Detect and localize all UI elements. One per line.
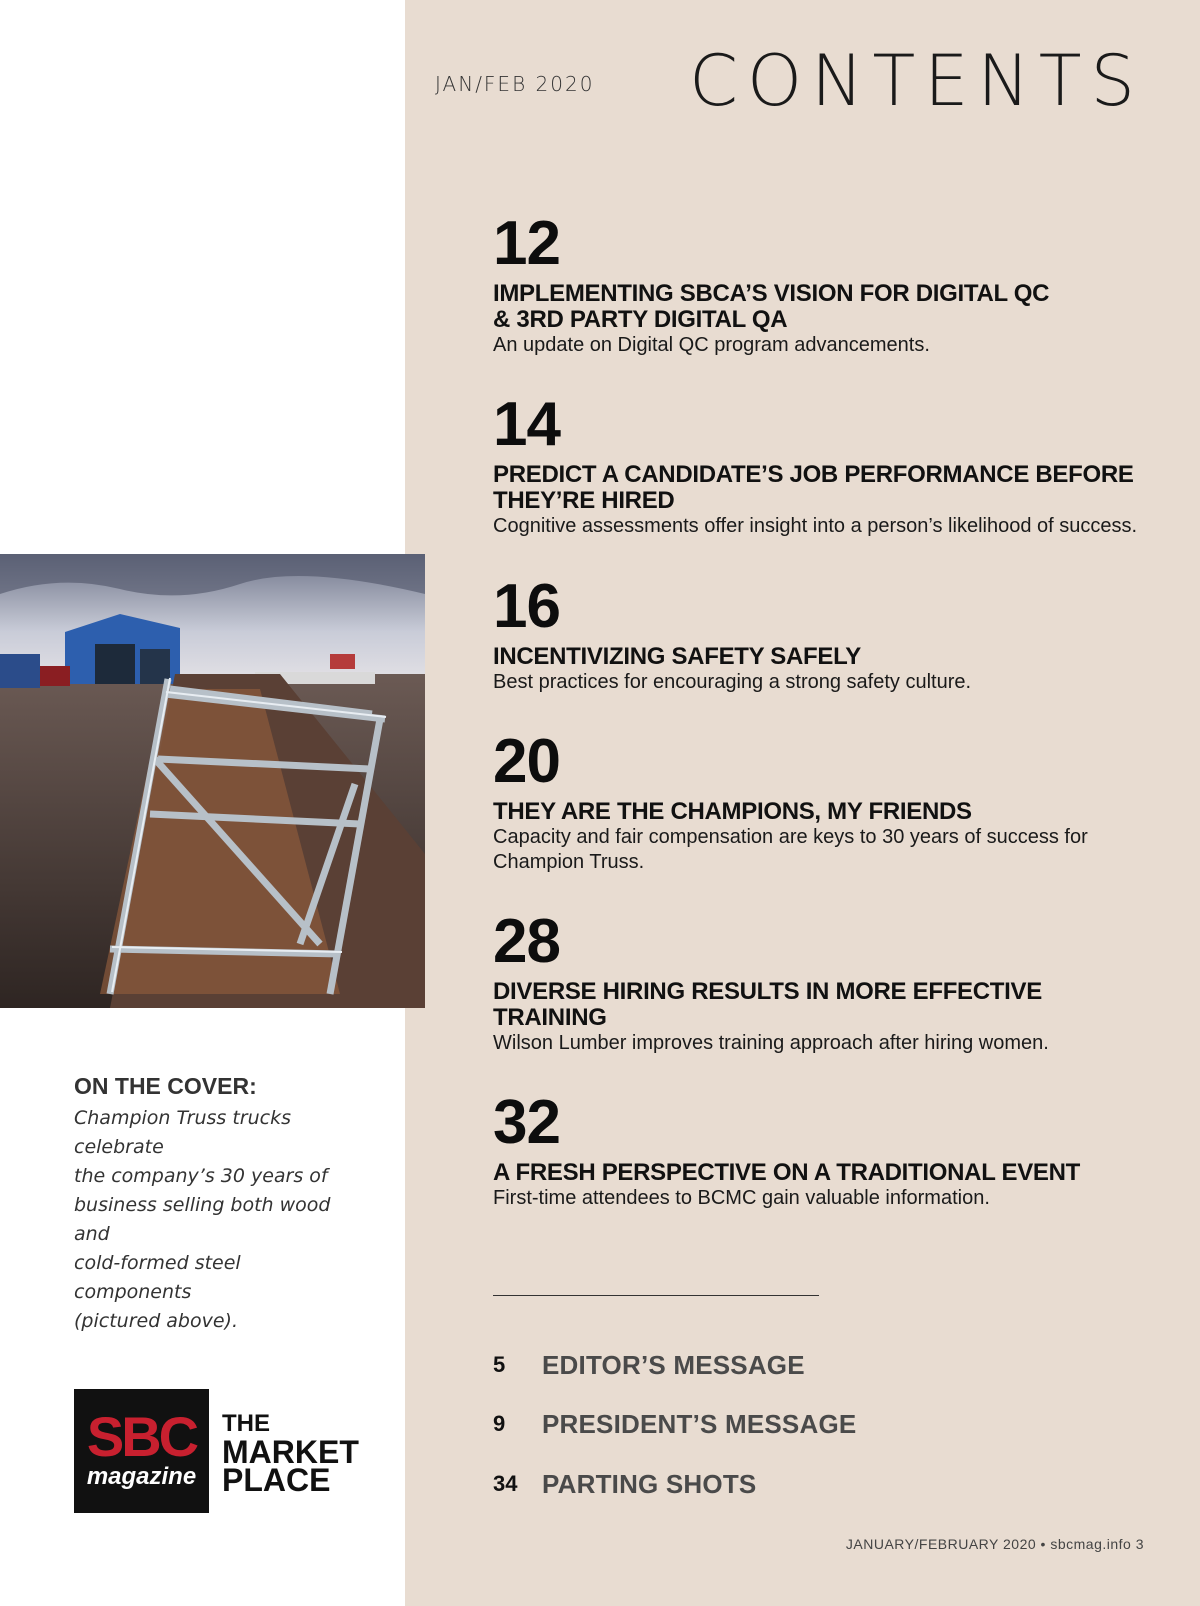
entry-page-number: 28 (493, 907, 560, 976)
department-label: PARTING SHOTS (542, 1468, 757, 1499)
department-label: PRESIDENT’S MESSAGE (542, 1408, 857, 1439)
contents-entry[interactable] (493, 390, 1153, 539)
entry-description: An update on Digital QC program advancements. (493, 334, 930, 356)
department-item[interactable] (493, 1408, 856, 1440)
cover-heading: ON THE COVER: (74, 1073, 257, 1099)
entry-page-number: 32 (493, 1088, 560, 1157)
sbc-magazine-logo: SBC magazine (74, 1389, 209, 1513)
entry-headline: DIVERSE HIRING RESULTS IN MORE EFFECTIVE TRAINING (493, 978, 1042, 1031)
department-page-number: 9 (493, 1411, 506, 1436)
truss-photo-illustration (0, 554, 425, 1008)
department-item[interactable] (493, 1349, 805, 1381)
department-page-number: 34 (493, 1471, 518, 1496)
entry-headline: A FRESH PERSPECTIVE ON A TRADITIONAL EVENT (493, 1159, 1081, 1186)
divider (493, 1295, 819, 1296)
contents-entry[interactable] (493, 209, 1153, 358)
issue-date: JAN/FEB 2020 (435, 72, 595, 96)
entry-page-number: 12 (493, 209, 560, 278)
entry-page-number: 16 (493, 572, 560, 641)
department-item[interactable] (493, 1468, 756, 1500)
contents-entry[interactable] (493, 1088, 1153, 1211)
page-title: CONTENTS (689, 40, 1144, 122)
entry-description: Best practices for encouraging a strong safety culture. (493, 671, 972, 693)
contents-entry[interactable] (493, 572, 1153, 695)
entry-headline: INCENTIVIZING SAFETY SAFELY (493, 643, 861, 670)
department-page-number: 5 (493, 1352, 506, 1377)
entry-headline: IMPLEMENTING SBCA’S VISION FOR DIGITAL QC & 3RD PARTY DIGITAL QA (493, 280, 1050, 333)
entry-description: Wilson Lumber improves training approach after hiring women. (493, 1032, 1049, 1054)
contents-entry[interactable] (493, 907, 1153, 1056)
entry-headline: PREDICT A CANDIDATE’S JOB PERFORMANCE BEFORE THEY’RE HIRED (493, 461, 1134, 514)
cover-photo (0, 554, 425, 1008)
cover-caption: Champion Truss trucks celebrate the company’s 30 years of business selling both wood and cold-formed steel components (pictured above). (74, 1107, 331, 1332)
entry-page-number: 14 (493, 390, 560, 459)
market-place-label: THE MARKET PLACE (222, 1410, 359, 1498)
entry-page-number: 20 (493, 727, 560, 796)
page-footer: JANUARY/FEBRUARY 2020 • sbcmag.info 3 (845, 1536, 1144, 1552)
entry-description: First-time attendees to BCMC gain valuable information. (493, 1187, 990, 1209)
entry-headline: THEY ARE THE CHAMPIONS, MY FRIENDS (493, 798, 972, 825)
department-label: EDITOR’S MESSAGE (542, 1349, 805, 1380)
entry-description: Cognitive assessments offer insight into a person’s likelihood of success. (493, 515, 1138, 537)
entry-description: Capacity and fair compensation are keys to 30 years of success for Champion Truss. (493, 826, 1088, 873)
contents-entry[interactable] (493, 727, 1153, 875)
